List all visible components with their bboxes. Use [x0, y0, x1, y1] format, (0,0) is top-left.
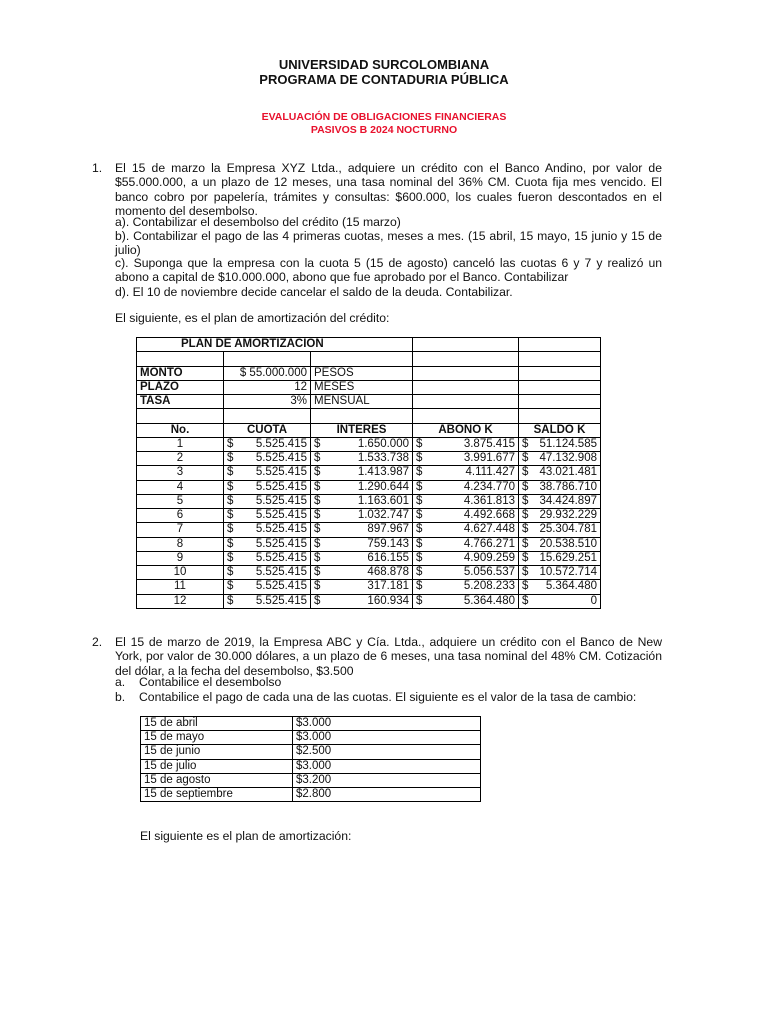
amount-value: 5.525.415 — [255, 494, 307, 507]
row-interes — [311, 551, 413, 565]
currency-symbol: $ — [227, 580, 234, 593]
row-saldo-k — [519, 523, 601, 537]
amortization-plan-intro-2: El siguiente es el plan de amortización: — [140, 829, 352, 843]
table-row — [137, 494, 601, 508]
currency-symbol: $ — [416, 566, 423, 578]
table-row — [137, 437, 601, 451]
row-saldo-k — [519, 537, 601, 551]
row-abono-k — [413, 452, 519, 466]
amount-value: 25.304.781 — [539, 523, 597, 536]
currency-symbol: $ — [314, 537, 321, 550]
currency-symbol: $ — [416, 466, 423, 479]
currency-symbol: $ — [416, 523, 423, 536]
amount-value: 5.364.480 — [463, 594, 515, 607]
amount-value: 38.786.710 — [539, 480, 597, 493]
table-row — [137, 580, 601, 594]
row-saldo-k — [519, 466, 601, 480]
amount-value: 1.650.000 — [357, 437, 409, 450]
question-1-part-b: b). Contabilizar el pago de las 4 primeras cuotas, meses a mes. (15 abril, 15 mayo, 15 junio y 15 de julio) — [115, 229, 662, 258]
amount-value: 5.525.415 — [255, 551, 307, 564]
currency-symbol: $ — [314, 466, 321, 479]
currency-symbol: $ — [522, 523, 529, 536]
row-number: 7 — [137, 523, 224, 537]
row-abono-k — [413, 594, 519, 608]
currency-symbol: $ — [522, 480, 529, 493]
row-interes — [311, 537, 413, 551]
amount-value: 47.132.908 — [539, 452, 597, 464]
currency-symbol: $ — [227, 594, 234, 607]
amount-value: 5.525.415 — [255, 594, 307, 607]
row-cuota — [224, 480, 311, 494]
currency-symbol: $ — [522, 580, 529, 593]
amount-value: 5.364.480 — [545, 580, 597, 593]
row-abono-k — [413, 537, 519, 551]
rate-value: $2.500 — [293, 745, 481, 759]
currency-symbol: $ — [314, 523, 321, 536]
table-row — [137, 537, 601, 551]
row-cuota — [224, 537, 311, 551]
currency-symbol: $ — [227, 480, 234, 493]
table-row — [137, 566, 601, 580]
rate-value: $3.200 — [293, 773, 481, 787]
amount-value: 4.234.770 — [463, 480, 515, 493]
row-interes — [311, 466, 413, 480]
currency-symbol: $ — [416, 480, 423, 493]
monto-value: $ 55.000.000 — [224, 366, 311, 380]
row-cuota — [224, 452, 311, 466]
question-2-part-b: Contabilice el pago de cada una de las cuotas. El siguiente es el valor de la tasa de cambio: — [139, 690, 637, 704]
table-title-row — [137, 338, 601, 352]
currency-symbol: $ — [227, 537, 234, 550]
currency-symbol: $ — [416, 594, 423, 607]
plan-title: PLAN DE AMORTIZACION — [137, 338, 413, 352]
row-interes — [311, 494, 413, 508]
amount-value: 5.525.415 — [255, 466, 307, 479]
currency-symbol: $ — [314, 480, 321, 493]
currency-symbol: $ — [522, 452, 529, 464]
rate-date: 15 de septiembre — [141, 788, 293, 802]
row-number: 10 — [137, 566, 224, 580]
tasa-row — [137, 395, 601, 409]
tasa-unit: MENSUAL — [311, 395, 413, 409]
table-row — [141, 788, 481, 802]
row-number: 12 — [137, 594, 224, 608]
amount-value: 160.934 — [367, 594, 409, 607]
header-abono: ABONO K — [413, 423, 519, 437]
currency-symbol: $ — [227, 466, 234, 479]
amount-value: 1.032.747 — [357, 509, 409, 521]
table-row — [137, 594, 601, 608]
row-cuota — [224, 437, 311, 451]
row-interes — [311, 452, 413, 466]
currency-symbol: $ — [314, 594, 321, 607]
amount-value: 29.932.229 — [539, 509, 597, 521]
amount-value: 4.627.448 — [463, 523, 515, 536]
currency-symbol: $ — [314, 580, 321, 593]
rate-value: $3.000 — [293, 717, 481, 731]
tasa-value: 3% — [224, 395, 311, 409]
plazo-label: PLAZO — [137, 380, 224, 394]
question-2-marker-b: b. — [115, 690, 126, 704]
row-interes — [311, 523, 413, 537]
currency-symbol: $ — [227, 509, 234, 521]
row-cuota — [224, 580, 311, 594]
currency-symbol: $ — [227, 566, 234, 578]
amount-value: 1.163.601 — [357, 494, 409, 507]
amount-value: 5.056.537 — [463, 566, 515, 578]
amount-value: 15.629.251 — [539, 551, 597, 564]
evaluation-subtitle: PASIVOS B 2024 NOCTURNO — [310, 124, 458, 136]
row-interes — [311, 566, 413, 580]
currency-symbol: $ — [314, 452, 321, 464]
currency-symbol: $ — [416, 437, 423, 450]
amount-value: 468.878 — [367, 566, 409, 578]
currency-symbol: $ — [416, 537, 423, 550]
amount-value: 4.909.259 — [463, 551, 515, 564]
row-number: 3 — [137, 466, 224, 480]
rate-date: 15 de abril — [141, 717, 293, 731]
amortization-table — [136, 337, 601, 609]
question-2-text: El 15 de marzo de 2019, la Empresa ABC y Cía. Ltda., adquiere un crédito con el Banco de New York, por valor de 30.000 dólares, a un plazo de 6 meses, una tasa nominal del 48% CM. Cotización del dólar, a la fecha del desembolso, $3.500 — [115, 635, 662, 678]
question-1-number: 1. — [92, 161, 103, 175]
table-row — [141, 759, 481, 773]
row-saldo-k — [519, 580, 601, 594]
row-abono-k — [413, 466, 519, 480]
currency-symbol: $ — [522, 509, 529, 521]
currency-symbol: $ — [314, 437, 321, 450]
row-interes — [311, 580, 413, 594]
row-abono-k — [413, 551, 519, 565]
table-row — [141, 745, 481, 759]
row-interes — [311, 480, 413, 494]
currency-symbol: $ — [522, 551, 529, 564]
row-number: 5 — [137, 494, 224, 508]
currency-symbol: $ — [416, 494, 423, 507]
currency-symbol: $ — [522, 437, 529, 450]
table-row — [141, 773, 481, 787]
header-saldo: SALDO K — [519, 423, 601, 437]
tasa-label: TASA — [137, 395, 224, 409]
rate-date: 15 de julio — [141, 759, 293, 773]
table-row — [137, 452, 601, 466]
row-number: 1 — [137, 437, 224, 451]
currency-symbol: $ — [522, 466, 529, 479]
row-number: 4 — [137, 480, 224, 494]
amount-value: 759.143 — [367, 537, 409, 550]
currency-symbol: $ — [522, 566, 529, 578]
amount-value: 5.525.415 — [255, 452, 307, 464]
row-cuota — [224, 466, 311, 480]
amount-value: 4.111.427 — [465, 466, 515, 479]
amount-value: 3.991.677 — [463, 452, 515, 464]
question-1-part-d: d). El 10 de noviembre decide cancelar el saldo de la deuda. Contabilizar. — [115, 285, 513, 299]
amount-value: 5.525.415 — [255, 523, 307, 536]
row-interes — [311, 437, 413, 451]
row-abono-k — [413, 509, 519, 523]
row-abono-k — [413, 494, 519, 508]
plazo-row — [137, 380, 601, 394]
question-2-marker-a: a. — [115, 675, 126, 689]
currency-symbol: $ — [227, 523, 234, 536]
question-1-part-a: a). Contabilizar el desembolso del crédito (15 marzo) — [115, 215, 401, 229]
row-saldo-k — [519, 494, 601, 508]
table-row — [141, 717, 481, 731]
row-saldo-k — [519, 437, 601, 451]
program-title: PROGRAMA DE CONTADURIA PÚBLICA — [259, 72, 509, 87]
currency-symbol: $ — [416, 551, 423, 564]
currency-symbol: $ — [522, 594, 529, 607]
header-cuota: CUOTA — [224, 423, 311, 437]
amount-value: 5.525.415 — [255, 480, 307, 493]
row-abono-k — [413, 580, 519, 594]
row-cuota — [224, 523, 311, 537]
exchange-rate-table — [140, 716, 481, 802]
amount-value: 5.525.415 — [255, 566, 307, 578]
amount-value: 317.181 — [367, 580, 409, 593]
table-row — [137, 551, 601, 565]
currency-symbol: $ — [227, 551, 234, 564]
amount-value: 616.155 — [367, 551, 409, 564]
currency-symbol: $ — [416, 452, 423, 464]
amount-value: 897.967 — [367, 523, 409, 536]
amount-value: 51.124.585 — [539, 437, 597, 450]
row-saldo-k — [519, 452, 601, 466]
currency-symbol: $ — [522, 494, 529, 507]
plazo-value: 12 — [224, 380, 311, 394]
amount-value: 4.492.668 — [463, 509, 515, 521]
table-row — [137, 466, 601, 480]
amount-value: 5.525.415 — [255, 537, 307, 550]
amount-value: 0 — [590, 594, 597, 607]
question-2-part-a: Contabilice el desembolso — [139, 675, 282, 689]
amount-value: 1.533.738 — [357, 452, 409, 464]
currency-symbol: $ — [416, 509, 423, 521]
currency-symbol: $ — [522, 537, 529, 550]
table-header-row — [137, 423, 601, 437]
table-row — [137, 509, 601, 523]
currency-symbol: $ — [314, 494, 321, 507]
question-1-part-c: c). Suponga que la empresa con la cuota 5 (15 de agosto) canceló las cuotas 6 y 7 y realizó un abono a capital de $10.000.000, abono que fue aprobado por el Banco. Contabilizar — [115, 256, 662, 285]
table-row — [137, 523, 601, 537]
row-cuota — [224, 566, 311, 580]
rate-date: 15 de agosto — [141, 773, 293, 787]
rate-date: 15 de junio — [141, 745, 293, 759]
row-cuota — [224, 494, 311, 508]
header-no: No. — [137, 423, 224, 437]
currency-symbol: $ — [416, 580, 423, 593]
row-interes — [311, 594, 413, 608]
row-number: 9 — [137, 551, 224, 565]
row-saldo-k — [519, 551, 601, 565]
row-abono-k — [413, 523, 519, 537]
question-1-text: El 15 de marzo la Empresa XYZ Ltda., adquiere un crédito con el Banco Andino, por valor de $55.000.000, a un plazo de 12 meses, una tasa nominal del 36% CM. Cuota fija mes vencido. El banco cobro por papelería, trámites y consultas: $600.000, los cuales fueron descontados en el momento del desembolso. — [115, 161, 662, 218]
row-abono-k — [413, 437, 519, 451]
currency-symbol: $ — [314, 566, 321, 578]
monto-unit: PESOS — [311, 366, 413, 380]
row-cuota — [224, 509, 311, 523]
amount-value: 5.525.415 — [255, 509, 307, 521]
currency-symbol: $ — [227, 494, 234, 507]
amount-value: 34.424.897 — [539, 494, 597, 507]
row-number: 2 — [137, 452, 224, 466]
amount-value: 10.572.714 — [539, 566, 597, 578]
monto-row — [137, 366, 601, 380]
row-number: 8 — [137, 537, 224, 551]
amount-value: 5.208.233 — [463, 580, 515, 593]
question-2-number: 2. — [92, 635, 103, 649]
row-saldo-k — [519, 566, 601, 580]
row-number: 6 — [137, 509, 224, 523]
rate-date: 15 de mayo — [141, 731, 293, 745]
row-cuota — [224, 551, 311, 565]
table-row — [137, 480, 601, 494]
plazo-unit: MESES — [311, 380, 413, 394]
amortization-intro: El siguiente, es el plan de amortización del crédito: — [115, 311, 390, 325]
amount-value: 5.525.415 — [255, 580, 307, 593]
row-saldo-k — [519, 594, 601, 608]
row-saldo-k — [519, 509, 601, 523]
amount-value: 5.525.415 — [255, 437, 307, 450]
amount-value: 1.290.644 — [357, 480, 409, 493]
header-interes: INTERES — [311, 423, 413, 437]
row-cuota — [224, 594, 311, 608]
currency-symbol: $ — [227, 452, 234, 464]
table-row — [141, 731, 481, 745]
rate-value: $2.800 — [293, 788, 481, 802]
currency-symbol: $ — [227, 437, 234, 450]
evaluation-title: EVALUACIÓN DE OBLIGACIONES FINANCIERAS — [261, 111, 507, 123]
amount-value: 4.766.271 — [463, 537, 515, 550]
amount-value: 4.361.813 — [463, 494, 515, 507]
amount-value: 20.538.510 — [539, 537, 597, 550]
row-abono-k — [413, 566, 519, 580]
row-number: 11 — [137, 580, 224, 594]
currency-symbol: $ — [314, 509, 321, 521]
row-saldo-k — [519, 480, 601, 494]
amount-value: 43.021.481 — [539, 466, 597, 479]
monto-label: MONTO — [137, 366, 224, 380]
currency-symbol: $ — [314, 551, 321, 564]
amount-value: 3.875.415 — [463, 437, 515, 450]
rate-value: $3.000 — [293, 759, 481, 773]
row-interes — [311, 509, 413, 523]
amount-value: 1.413.987 — [357, 466, 409, 479]
row-abono-k — [413, 480, 519, 494]
university-title: UNIVERSIDAD SURCOLOMBIANA — [278, 57, 490, 72]
rate-value: $3.000 — [293, 731, 481, 745]
